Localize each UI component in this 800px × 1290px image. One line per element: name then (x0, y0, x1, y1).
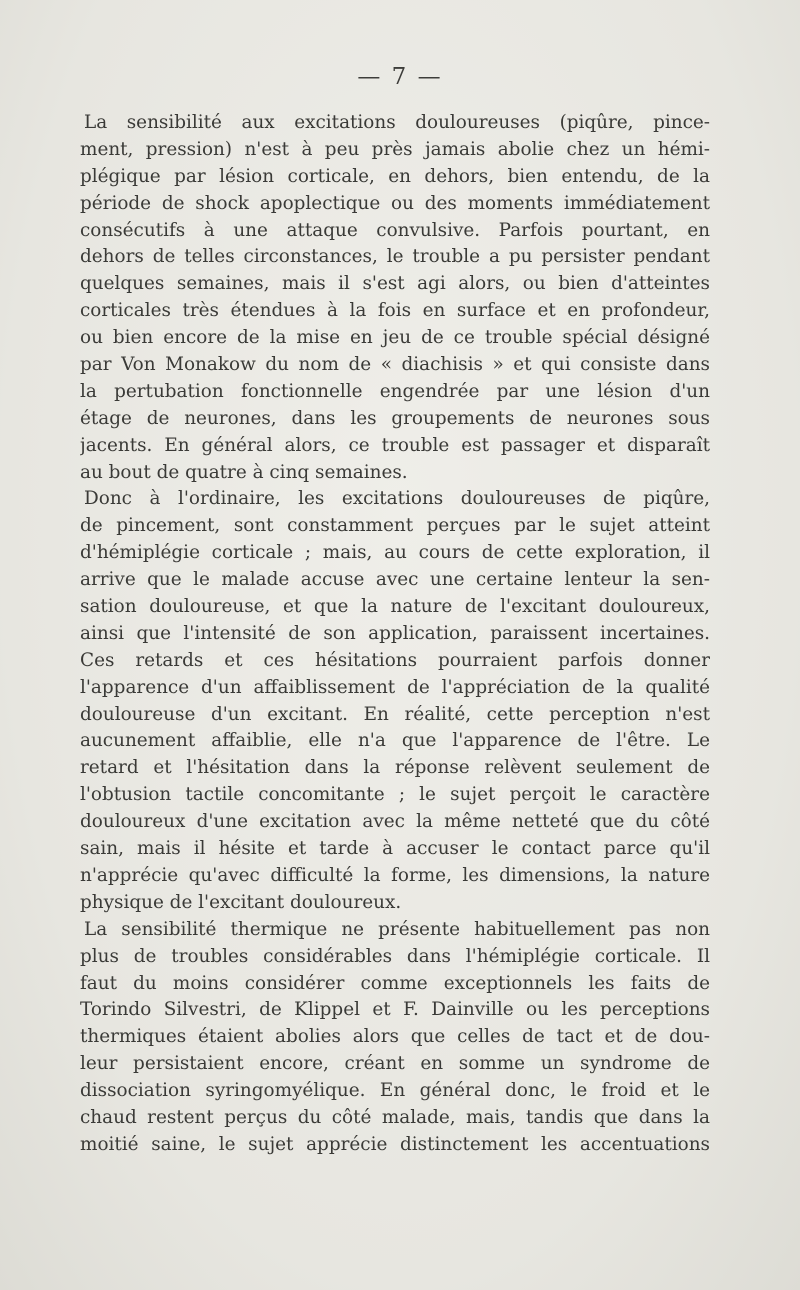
text-line: douloureuse d'un excitant. En réalité, cette perception n'est (80, 703, 710, 725)
text-line: Donc à l'ordinaire, les excitations douloureuses de piqûre, (84, 488, 710, 510)
text-line: Ces retards et ces hésitations pourraient parfois donner (80, 649, 710, 671)
text-line: dissociation syringomyélique. En général donc, le froid et le (80, 1080, 710, 1102)
text-line: jacents. En général alors, ce trouble est passager et disparaît (80, 434, 710, 456)
text-line: sation douloureuse, et que la nature de l'excitant douloureux, (80, 596, 710, 618)
text-line: moitié saine, le sujet apprécie distinctement les accentuations (80, 1133, 710, 1155)
text-line: plus de troubles considérables dans l'hémiplégie corticale. Il (80, 945, 710, 967)
text-line: Torindo Silvestri, de Klippel et F. Dainville ou les perceptions (80, 999, 710, 1021)
text-line: faut du moins considérer comme exceptionnels les faits de (80, 972, 710, 994)
text-line: corticales très étendues à la fois en surface et en profondeur, (80, 300, 710, 322)
text-line: d'hémiplégie corticale ; mais, au cours de cette exploration, il (80, 542, 710, 564)
text-line: La sensibilité thermique ne présente habituellement pas non (84, 918, 710, 940)
text-line: dehors de telles circonstances, le trouble a pu persister pendant (80, 246, 710, 268)
text-line: leur persistaient encore, créant en somme un syndrome de (80, 1053, 710, 1075)
page-number: — 7 — (357, 64, 443, 90)
text-line: ainsi que l'intensité de son application, paraissent incertaines. (80, 622, 710, 644)
text-line: La sensibilité aux excitations douloureuses (piqûre, pince- (84, 112, 710, 133)
text-line: plégique par lésion corticale, en dehors, bien entendu, de la (80, 165, 710, 187)
text-line: quelques semaines, mais il s'est agi alors, ou bien d'atteintes (80, 273, 710, 295)
text-line: retard et l'hésitation dans la réponse relèvent seulement de (80, 757, 710, 779)
paragraph-thermal-sensitivity (80, 917, 710, 1159)
text-line: ou bien encore de la mise en jeu de ce trouble spécial désigné (80, 327, 710, 349)
body-text (80, 110, 710, 1159)
text-line: consécutifs à une attaque convulsive. Parfois pourtant, en (80, 219, 710, 241)
text-line: l'obtusion tactile concomitante ; le sujet perçoit le caractère (80, 784, 710, 806)
paragraph-pain-sensitivity (80, 110, 710, 486)
text-line: arrive que le malade accuse avec une certaine lenteur la sen- (80, 569, 710, 591)
text-line: physique de l'excitant douloureux. (80, 891, 402, 913)
text-line: au bout de quatre à cinq semaines. (80, 461, 408, 483)
text-line: l'apparence d'un affaiblissement de l'appréciation de la qualité (80, 676, 710, 698)
text-line: aucunement affaiblie, elle n'a que l'apparence de l'être. Le (80, 730, 710, 752)
text-line: thermiques étaient abolies alors que celles de tact et de dou- (80, 1026, 710, 1048)
paragraph-pain-perception (80, 486, 710, 916)
text-line: chaud restent perçus du côté malade, mais, tandis que dans la (80, 1106, 710, 1128)
text-line: douloureux d'une excitation avec la même netteté que du côté (80, 811, 710, 833)
text-line: période de shock apoplectique ou des moments immédiatement (80, 192, 710, 214)
text-line: la pertubation fonctionnelle engendrée par une lésion d'un (80, 380, 710, 402)
text-line: par Von Monakow du nom de « diachisis » et qui consiste dans (80, 354, 710, 376)
text-line: étage de neurones, dans les groupements de neurones sous (80, 407, 710, 429)
text-line: sain, mais il hésite et tarde à accuser le contact parce qu'il (80, 838, 710, 860)
text-line: ment, pression) n'est à peu près jamais abolie chez un hémi- (80, 138, 710, 160)
text-line: de pincement, sont constamment perçues par le sujet atteint (80, 515, 710, 537)
text-line: n'apprécie qu'avec difficulté la forme, les dimensions, la nature (80, 864, 710, 886)
